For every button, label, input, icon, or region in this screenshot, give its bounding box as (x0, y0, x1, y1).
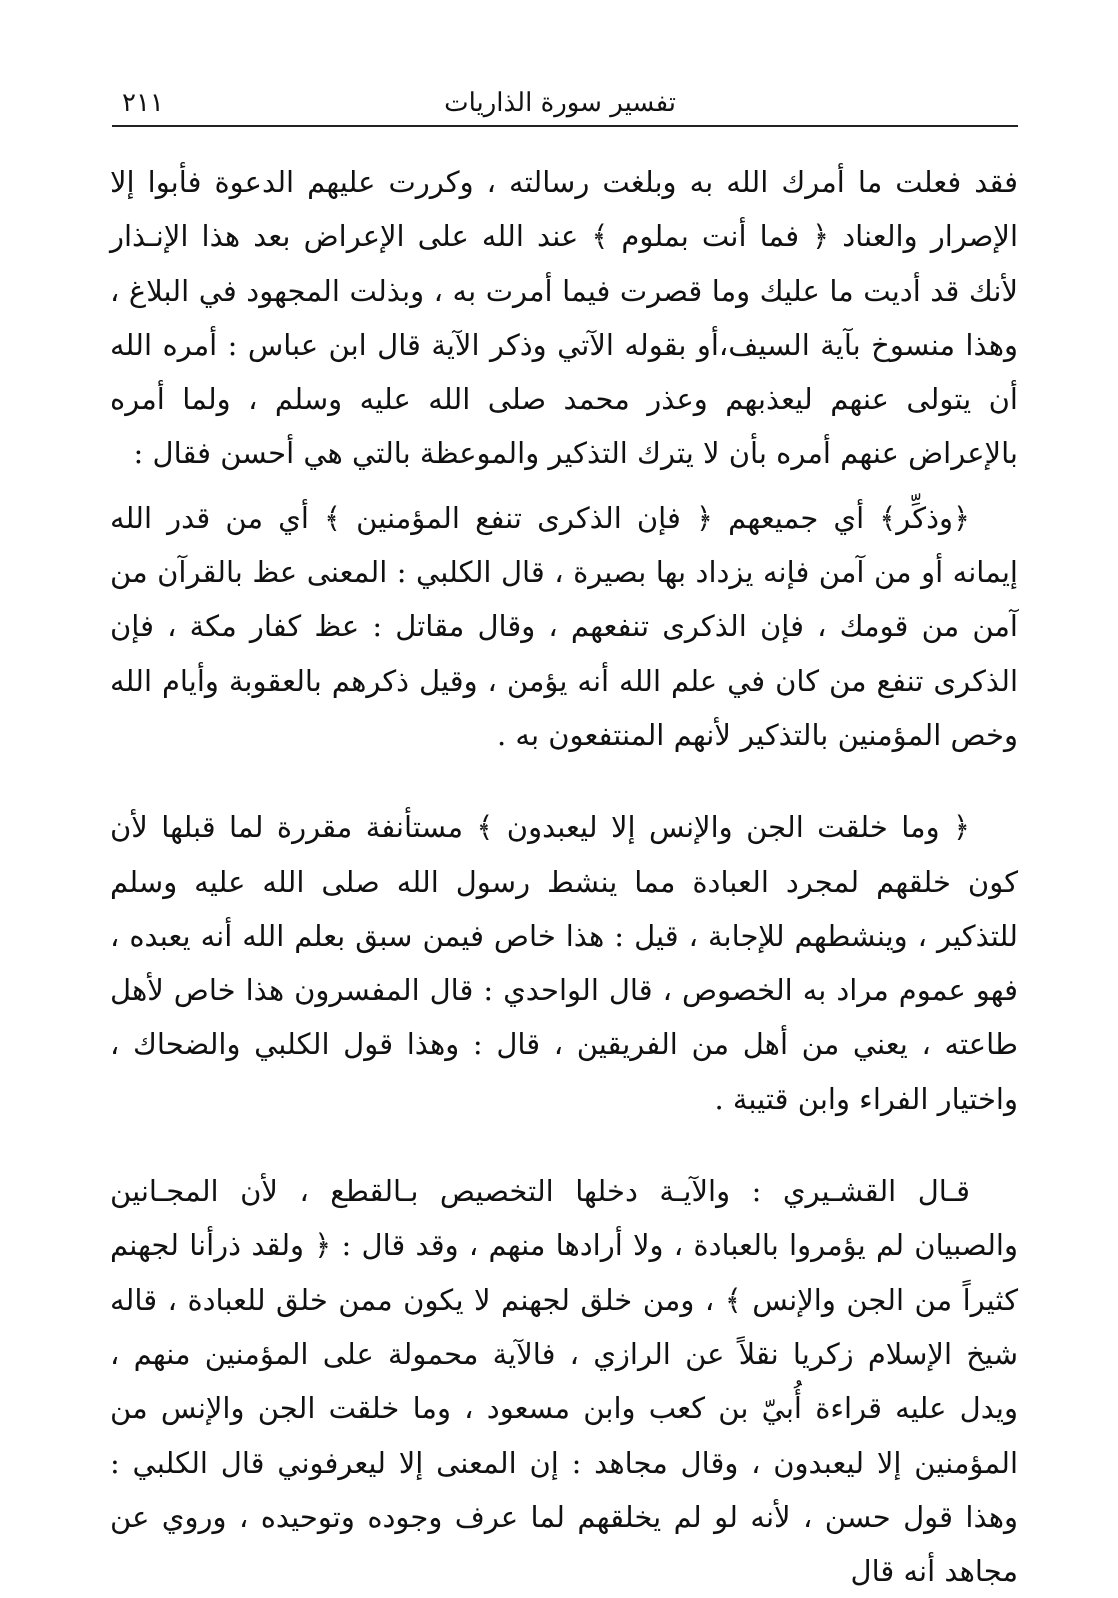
paragraph-1: فقد فعلت ما أمرك الله به وبلغت رسالته ، وكررت عليهم الدعوة فأبوا إلا الإصرار والعناد ﴿ فما أنت بملوم ﴾ عند الله على الإعراض بعد هذا الإنـذار لأنك قد أديت ما عليك وما قصرت فيما أمرت به ، وبذلت المجهود في البلاغ ، وهذا منسوخ بآية السيف،أو بقوله الآتي وذكر الآية قال ابن عباس : أمره الله أن يتولى عنهم ليعذبهم وعذر محمد صلى الله عليه وسلم ، ولما أمره بالإعراض عنهم أمره بأن لا يترك التذكير والموعظة بالتي هي أحسن فقال : (110, 165, 1018, 471)
page-body (110, 155, 1018, 1598)
paragraph-4: قـال القشـيري : والآيـة دخلها التخصيص بـالقطع ، لأن المجـانين والصبيان لم يؤمروا بالعبادة ، ولا أرادها منهم ، وقد قال : ﴿ ولقد ذرأنا لجهنم كثيراً من الجن والإنس ﴾ ، ومن خلق لجهنم لا يكون ممن خلق للعبادة ، قاله شيخ الإسلام زكريا نقلاً عن الرازي ، فالآية محمولة على المؤمنين منهم ، ويدل عليه قراءة أُبيّ بن كعب وابن مسعود ، وما خلقت الجن والإنس من المؤمنين إلا ليعبدون ، وقال مجاهد : إن المعنى إلا ليعرفوني قال الكلبي : وهذا قول حسن ، لأنه لو لم يخلقهم لما عرف وجوده وتوحيده ، وروي عن مجاهد أنه قال (110, 1174, 1018, 1589)
paragraph-spacer (110, 1126, 1018, 1164)
paragraph-spacer (110, 481, 1018, 491)
header-rule (112, 125, 1018, 127)
paragraph-2: ﴿وذكِّر﴾ أي جميعهم ﴿ فإن الذكرى تنفع المؤمنين ﴾ أي من قدر الله إيمانه أو من آمن فإنه يزداد بها بصيرة ، قال الكلبي : المعنى عظ بالقرآن من آمن من قومك ، فإن الذكرى تنفعهم ، وقال مقاتل : عظ كفار مكة ، فإن الذكرى تنفع من كان في علم الله أنه يؤمن ، وقيل ذكرهم بالعقوبة وأيام الله وخص المؤمنين بالتذكير لأنهم المنتفعون به . (110, 500, 1018, 752)
page-number: ٢١١ (122, 88, 164, 118)
paragraph-3: ﴿ وما خلقت الجن والإنس إلا ليعبدون ﴾ مستأنفة مقررة لما قبلها لأن كون خلقهم لمجرد العبادة مما ينشط رسول الله صلى الله عليه وسلم للتذكير ، وينشطهم للإجابة ، قيل : هذا خاص فيمن سبق بعلم الله أنه يعبده ، فهو عموم مراد به الخصوص ، قال الواحدي : قال المفسرون هذا خاص لأهل طاعته ، يعني من أهل من الفريقين ، قال : وهذا قول الكلبي والضحاك ، واختيار الفراء وابن قتيبة . (110, 810, 1018, 1116)
page-header (112, 82, 1016, 124)
paragraph-spacer (110, 762, 1018, 800)
running-title: تفسير سورة الذاريات (444, 88, 676, 118)
